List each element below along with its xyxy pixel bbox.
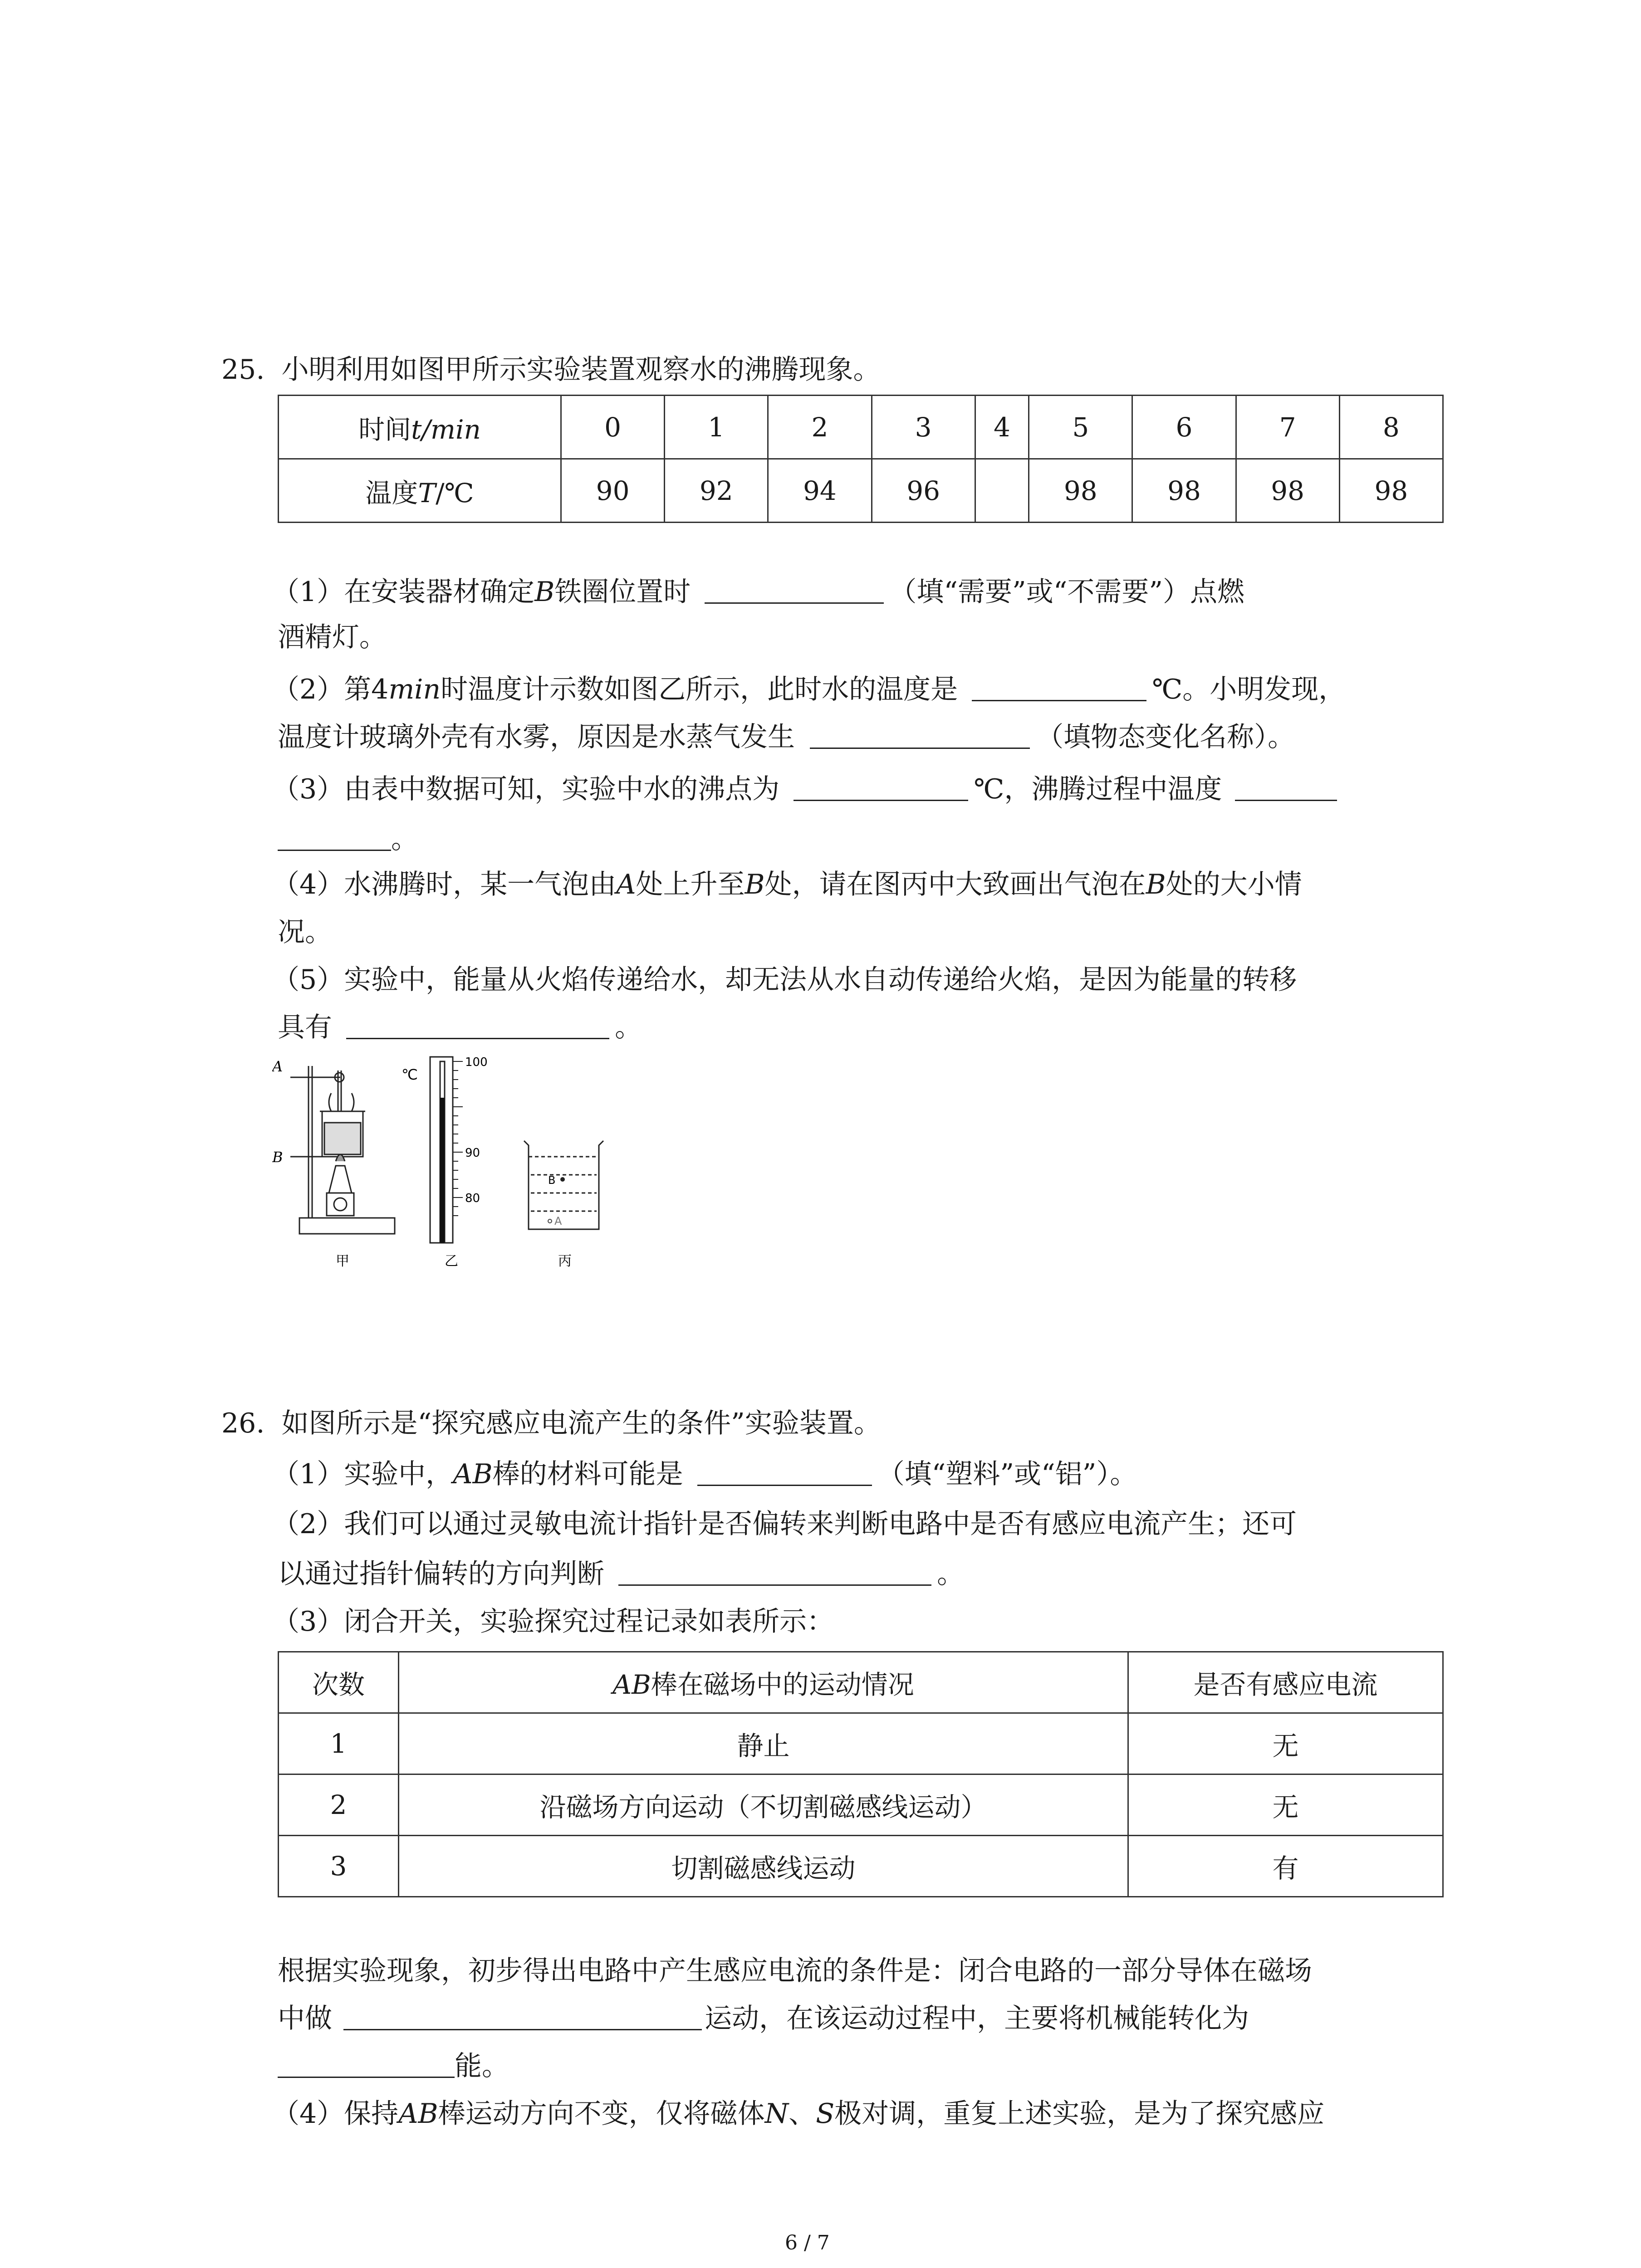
q25-figure	[272, 1043, 644, 1270]
beaker-label-A: A	[554, 1215, 562, 1227]
q25-part2-line1: （2）第4min时温度计示数如图乙所示，此时水的温度是 ℃。小明发现，	[272, 674, 1346, 705]
table-header-current: 是否有感应电流	[1128, 1652, 1443, 1713]
q26-part4: （4）保持AB棒运动方向不变，仅将磁体N、S极对调，重复上述实验，是为了探究感应	[272, 2098, 1325, 2130]
table-cell: 98	[1236, 459, 1339, 523]
beaker	[524, 1141, 603, 1229]
table-cell: 98	[1029, 459, 1132, 523]
caption-bing: 丙	[558, 1253, 572, 1269]
table-header-motion: AB棒在磁场中的运动情况	[399, 1652, 1128, 1713]
table-cell: 90	[561, 459, 665, 523]
q26-part2-line2: 以通过指针偏转的方向判断 。	[278, 1558, 965, 1590]
answer-blank[interactable]	[972, 673, 1146, 701]
caption-jia: 甲	[336, 1253, 349, 1269]
answer-blank[interactable]	[343, 2002, 702, 2030]
answer-blank[interactable]	[1235, 772, 1337, 801]
thermometer	[430, 1057, 453, 1243]
table-cell: 92	[665, 459, 768, 523]
therm-unit: ℃	[402, 1066, 418, 1083]
table-cell: 94	[768, 459, 872, 523]
table-row: 2 沿磁场方向运动（不切割磁感线运动） 无	[279, 1774, 1443, 1836]
caption-yi: 乙	[445, 1253, 458, 1269]
table-cell: 4	[975, 396, 1029, 459]
answer-blank[interactable]	[346, 1011, 609, 1039]
q26-stem-line	[221, 1405, 881, 1442]
q25-number: 25.	[221, 354, 265, 386]
answer-blank[interactable]	[794, 772, 968, 801]
table-cell: 3	[872, 396, 975, 459]
tick-80: 80	[465, 1192, 480, 1205]
apparatus-stand	[290, 1066, 395, 1234]
page-number: 6 / 7	[785, 2231, 830, 2254]
table-row: 3 切割磁感线运动 有	[279, 1836, 1443, 1897]
q25-part5-line2: 具有 。	[278, 1012, 642, 1043]
answer-blank[interactable]	[697, 1457, 872, 1486]
table-cell: 5	[1029, 396, 1132, 459]
beaker-label-B: B	[548, 1174, 556, 1187]
q25-stem: 小明利用如图甲所示实验装置观察水的沸腾现象。	[281, 354, 881, 386]
q25-part3-line2: 。	[278, 821, 418, 857]
q26-number: 26.	[221, 1408, 265, 1439]
answer-blank[interactable]	[810, 720, 1030, 749]
q26-part3: （3）闭合开关，实验探究过程记录如表所示：	[272, 1606, 834, 1637]
q25-part4-line2: 况。	[278, 916, 332, 948]
q25-data-table	[278, 395, 1444, 523]
q25-stem-line	[221, 352, 881, 388]
table-cell: 1	[665, 396, 768, 459]
q26-conclusion-line3: 能。	[278, 2048, 509, 2084]
table-header-count: 次数	[279, 1652, 399, 1713]
q25-part1-line2: 酒精灯。	[278, 621, 387, 653]
table-cell: 7	[1236, 396, 1339, 459]
q26-part2-line1: （2）我们可以通过灵敏电流计指针是否偏转来判断电路中是否有感应电流产生；还可	[272, 1508, 1297, 1540]
table-cell: 98	[1339, 459, 1443, 523]
table-cell: 96	[872, 459, 975, 523]
q25-part1-line1: （1）在安装器材确定B铁圈位置时 （填“需要”或“不需要”）点燃	[272, 576, 1245, 608]
q26-part1: （1）实验中，AB棒的材料可能是 （填“塑料”或“铝”）。	[272, 1458, 1137, 1490]
q26-conclusion-line2: 中做 运动，在该运动过程中，主要将机械能转化为	[278, 2003, 1249, 2034]
table-row-label-time: 时间t/min	[279, 396, 561, 459]
label-A: A	[272, 1058, 283, 1075]
table-cell	[975, 459, 1029, 523]
table-row: 1 静止 无	[279, 1713, 1443, 1774]
thermometer-ticks	[453, 1061, 463, 1216]
q25-part3-line1: （3）由表中数据可知，实验中水的沸点为 ℃，沸腾过程中温度	[272, 771, 1337, 807]
q26-stem: 如图所示是“探究感应电流产生的条件”实验装置。	[281, 1408, 881, 1439]
q25-part5-line1: （5）实验中，能量从火焰传递给水，却无法从水自动传递给火焰，是因为能量的转移	[272, 964, 1297, 996]
answer-blank[interactable]	[705, 575, 884, 604]
q25-part4-line1: （4）水沸腾时，某一气泡由A处上升至B处，请在图丙中大致画出气泡在B处的大小情	[272, 869, 1302, 900]
label-B: B	[272, 1149, 283, 1166]
q26-result-table	[278, 1651, 1444, 1897]
q26-conclusion-line1: 根据实验现象，初步得出电路中产生感应电流的条件是：闭合电路的一部分导体在磁场	[278, 1955, 1312, 1987]
answer-blank[interactable]	[618, 1557, 931, 1586]
table-cell: 2	[768, 396, 872, 459]
table-cell: 6	[1132, 396, 1236, 459]
table-cell: 0	[561, 396, 665, 459]
table-cell: 98	[1132, 459, 1236, 523]
tick-100: 100	[465, 1056, 488, 1069]
table-row-label-temp: 温度T/℃	[279, 459, 561, 523]
table-cell: 8	[1339, 396, 1443, 459]
tick-90: 90	[465, 1146, 480, 1160]
answer-blank[interactable]	[278, 822, 391, 851]
q25-part2-line2: 温度计玻璃外壳有水雾，原因是水蒸气发生 （填物态变化名称）。	[278, 721, 1295, 753]
answer-blank[interactable]	[278, 2049, 455, 2078]
